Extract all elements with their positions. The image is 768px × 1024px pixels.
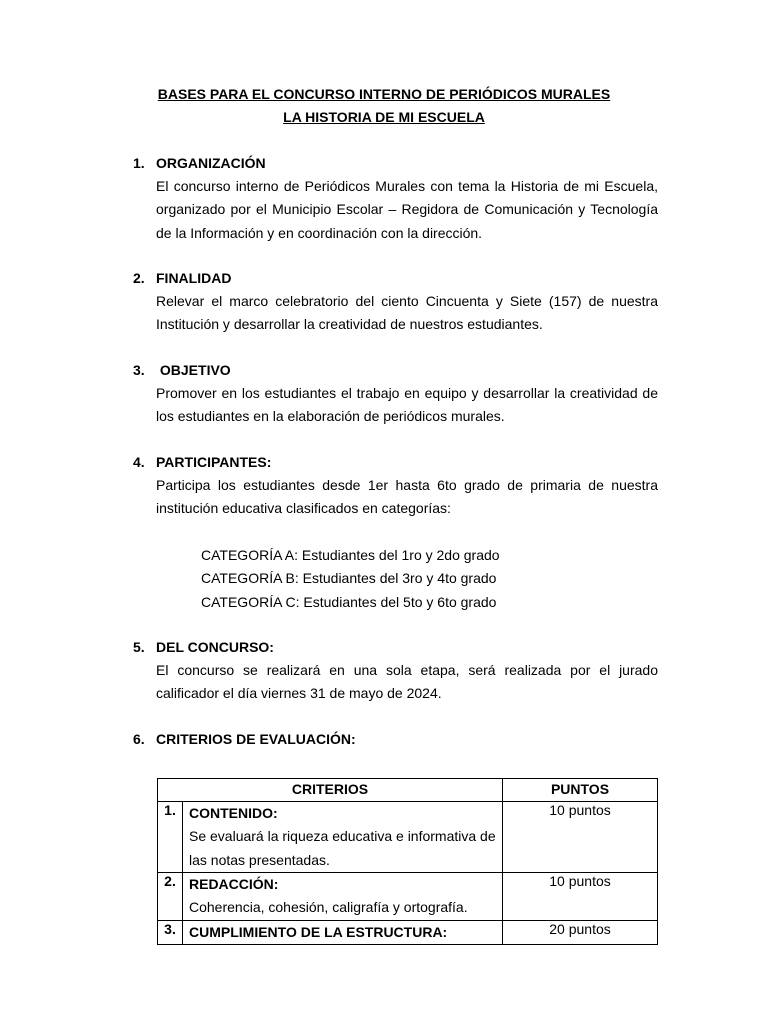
description-line: Coherencia, cohesión, caligrafía y ortografía. [189,899,468,915]
description-line: Se evaluará la riqueza educativa e informativa de [189,828,496,844]
body-line: de la Información y en coordinación con la dirección. [156,224,483,241]
criterion-title: REDACCIÓN: [189,876,279,892]
description-line: las notas presentadas. [189,851,330,868]
table-row [158,920,658,944]
section-title: ORGANIZACIÓN [156,155,266,171]
body-line: Promover en los estudiantes el trabajo en equipo y desarrollar la creatividad de [156,385,658,401]
section-criterios [133,728,658,751]
row-number: 2. [158,873,183,921]
section-heading [133,267,658,290]
points-cell: 10 puntos [503,802,658,873]
body-line: calificador el día viernes 31 de mayo de 2024. [156,685,442,702]
section-number: 2. [133,270,145,286]
body-line: organizado por el Municipio Escolar – Regidora de Comunicación y Tecnología [156,201,658,218]
criterion-title: CUMPLIMIENTO DE LA ESTRUCTURA: [189,923,448,940]
category-item: CATEGORÍA A: Estudiantes del 1ro y 2do grado [201,546,500,563]
section-title: DEL CONCURSO: [156,639,274,655]
section-number: 3. [133,362,145,378]
table-row [158,873,658,921]
section-body [156,659,658,706]
document-title-line-1: BASES PARA EL CONCURSO INTERNO DE PERIÓDICOS MURALES [157,86,611,102]
section-number: 4. [133,454,145,470]
body-line: institución educativa clasificados en categorías: [156,500,451,517]
points-cell: 20 puntos [503,920,658,944]
criterion-title: CONTENIDO: [189,805,278,821]
category-item: CATEGORÍA C: Estudiantes del 5to y 6to grado [201,593,497,610]
category-item: CATEGORÍA B: Estudiantes del 3ro y 4to grado [201,570,497,587]
section-del-concurso [133,636,658,706]
body-line: El concurso interno de Periódicos Murales con tema la Historia de mi Escuela, [156,178,658,194]
criterion-description [189,896,496,920]
section-title: CRITERIOS DE EVALUACIÓN: [156,731,356,747]
section-title: FINALIDAD [156,270,232,286]
criterion-cell [183,873,503,921]
document-title-line-2: LA HISTORIA DE MI ESCUELA [283,109,485,125]
section-objetivo [133,359,658,429]
header-criterios: CRITERIOS [158,779,503,802]
criterion-cell [183,920,503,944]
points-cell: 10 puntos [503,873,658,921]
section-heading [133,451,658,474]
section-heading [133,152,658,175]
row-number: 3. [158,920,183,944]
section-heading [133,359,658,382]
row-number: 1. [158,802,183,873]
body-line: Relevar el marco celebratorio del ciento Cincuenta y Siete (157) de nuestra [156,293,658,309]
criteria-table [157,778,658,945]
section-body [156,290,658,337]
header-puntos: PUNTOS [503,779,658,802]
section-participantes [133,451,658,614]
section-heading [133,636,658,659]
section-heading [133,728,658,751]
section-number: 5. [133,639,145,655]
table-row [158,802,658,873]
section-body [156,474,658,521]
body-line: Participa los estudiantes desde 1er hasta 6to grado de primaria de nuestra [156,477,658,493]
category-list [201,544,658,615]
section-number: 1. [133,155,145,171]
section-title: PARTICIPANTES: [156,454,272,470]
section-organizacion [133,152,658,245]
criterion-description [189,825,496,872]
section-number: 6. [133,731,145,747]
section-body [156,175,658,245]
table-header-row [158,779,658,802]
criterion-cell [183,802,503,873]
section-body [156,382,658,429]
body-line: Institución y desarrollar la creatividad de nuestros estudiantes. [156,316,543,333]
section-finalidad [133,267,658,337]
body-line: El concurso se realizará en una sola etapa, será realizada por el jurado [156,662,658,678]
section-title: OBJETIVO [156,362,231,378]
body-line: los estudiantes en la elaboración de periódicos murales. [156,408,505,425]
